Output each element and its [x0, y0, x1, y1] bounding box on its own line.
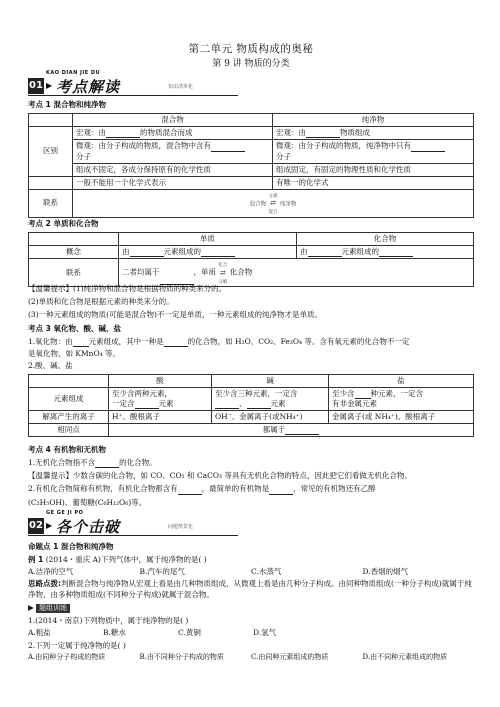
example-block: 命题点 1 混合物和纯净物 例 1 (2014・重庆 A)下列气体中，属于纯净物的是( ) A.洁净的空气 B.汽车的尾气 C.水蒸气 D.香烟的烟气 思路点拨:判断混合物与纯净物从宏观上看是由几种物质组成，从微观上看是由几种分子构成。由同种物质组成(一种分子构成)就属于纯净物，由多种物质组成(不同种分子构成)就属于混合物。 ▶ 题组训练 1.(2014・南京)下列物质中，属于纯净物的是( ) A.粗盐 B.糖水 C.黄铜 D.氢气 2.下列一定属于纯净物的是( ) A.由同种分子构成的物质 B.由不同种分子构成的物质 C.由同种元素组成的物质 D.由不同种元素组成的物质 — [28, 542, 472, 662]
cell: 宏观：由 的物质混合而成 — [73, 127, 273, 140]
kd2-title: 考点 2 单质和化合物 — [28, 219, 99, 228]
page-title: 第二单元 物质构成的奥秘 — [188, 43, 314, 55]
arrow-icon: ▶ — [46, 81, 53, 90]
link-diagram: 混合物 分离 ⇄ 混合 纯净物 — [73, 189, 474, 217]
kd1-block — [28, 100, 474, 218]
row-diff: 区别 — [29, 127, 73, 177]
cell: 一般不能用一个化学式表示 — [73, 176, 273, 189]
page-subtitle: 第 9 讲 物质的分类 — [212, 59, 290, 69]
section-banner-1 — [28, 70, 238, 96]
cell: 组成不固定，各成分保持原有的化学性质 — [73, 163, 273, 176]
kd3-table: 酸 碱 盐 元素组成 至少含两种元素， 一定含 元素 至少含三种元素，一定含 、 元素 至少含 种元素，一定含 有非金属元素 解离产生的离子 H⁺、酸根离子 OH⁻、金属离子(或NH₄⁺) 金属离子(或 NH₄⁺)、酸根离子 相同点 都属于 — [28, 374, 474, 438]
col-pure: 纯净物 — [273, 114, 474, 127]
kd2-block — [28, 219, 474, 287]
training-badge: 题组训练 — [36, 604, 70, 613]
banner-en: KAO DIAN JIE DU — [46, 70, 101, 76]
cell: 有唯一的化学式 — [273, 176, 474, 189]
arrow-icon: ▶ — [46, 521, 53, 530]
kd1-table — [28, 113, 474, 218]
row-link: 联系 — [29, 189, 73, 217]
kd2-table: 单质 化合物 概念 由 元素组成的 由 元素组成的 联系 二者均属于 ，单质 化合 ⇄ 分解 化合物 — [28, 232, 474, 287]
kd3-block: 考点 3 氧化物、酸、碱、盐 1.氧化物：由 元素组成，其中一种是 的化合物，如 H₂O、CO₂、Fe₃O₄ 等。含有氧元素的化合物不一定 是氧化物，如 KMnO₄ 等。 2.酸、碱、盐 酸 碱 盐 元素组成 至少含两种元素， 一定含 元素 至少含三种元素，一定含 、 元素 至少含 种元素，一定含 有非金属元素 解离产生的离子 H⁺、酸根离子 OH⁻、金属离子(或NH₄⁺) 金属离子(或 NH₄⁺)、酸根离子 相同点 都属于 — [28, 324, 474, 437]
tips-block: 【温馨提示】(1)纯净物和混合物是根据物质的种类来分的。 (2)单质和化合物是根据元素的种类来分的。 (3)一种元素组成的物质(可能是混合物)不一定是单质，一种元素组成的纯净物才是单质。 — [28, 284, 322, 320]
banner-number: 01 — [28, 78, 44, 94]
kd4-block: 考点 4 有机物和无机物 1.无机化合物指不含 的化合物。 【温馨提示】少数含碳的化合物，如 CO、CO₂ 和 CaCO₃ 等具有无机化合物的特点，因此把它们看做无机化合物。 2.有机化合物简称有机物，有机化合物都含有 ，最简单的有机物是 ，常见的有机物还有乙醇 (C₂H₅OH)、葡萄糖(C₆H₁₂O₆)等。 — [28, 445, 412, 507]
col-mixture: 混合物 — [73, 114, 273, 127]
cell: 微观：由分子构成的物质，纯净物中只有 分子 — [273, 140, 474, 163]
arrow-icon: ▶ — [28, 602, 34, 612]
cell: 宏观：由 物质组成 — [273, 127, 474, 140]
kd1-title: 考点 1 混合物和纯净物 — [28, 100, 106, 109]
banner-title: 考点解读 — [56, 78, 121, 96]
cell: 微观：由分子构成的物质，混合物中含有 分子 — [73, 140, 273, 163]
section-banner-2: GE GE JI PO 02 ▶ 各个击破 问题情景化 — [28, 510, 238, 536]
banner-tag: 知识清单化 — [168, 84, 194, 90]
cell: 组成固定，有固定的物理性质和化学性质 — [273, 163, 474, 176]
banner-rule — [28, 95, 238, 96]
